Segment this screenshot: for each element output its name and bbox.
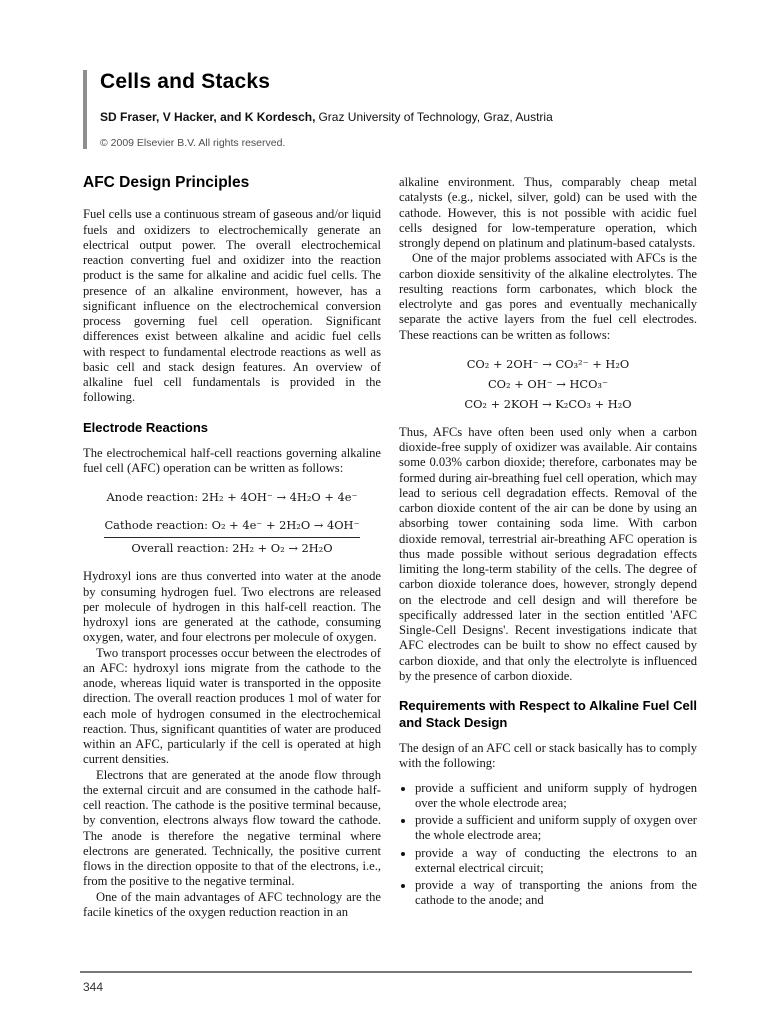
- section-heading-afc-design-principles: AFC Design Principles: [83, 174, 250, 191]
- list-item: • provide a sufficient and uniform supply of oxygen over the whole electrode area;: [415, 813, 697, 844]
- left-column: [83, 175, 381, 920]
- authors: SD Fraser, V Hacker, and K Kordesch,: [100, 110, 316, 124]
- list-item: • provide a way of conducting the electrons to an external electrical circuit;: [415, 846, 697, 877]
- authors-line: [100, 110, 697, 124]
- paragraph: Thus, AFCs have often been used only when a carbon dioxide-free supply of oxidizer was available. Air contains some 0.03% carbon dioxide; therefore, carbonates may be formed during air-breathing fuel cell operation, which may lead to serious cell degradation effects. Removal of the carbon dioxide content of the air can be done by using an absorbing tower containing soda lime. With carbon dioxide removal, terrestrial air-breathing AFC operation is thus made possible without serious degradation effects limiting the long-term stability of the cells. The degree of carbon dioxide tolerance does, however, strongly depend on the electrode and cell design and will therefore be specifically addressed later in the section entitled 'AFC Single-Cell Designs'. Recent investigations indicate that AFC electrodes can be built to show no effect caused by carbon dioxide, and that only the electrolyte is influenced by the presence of carbon dioxide.: [399, 424, 697, 683]
- requirements-bullet-list: [399, 781, 697, 909]
- list-item: • provide a sufficient and uniform supply of hydrogen over the whole electrode area;: [415, 781, 697, 812]
- copyright-notice: © 2009 Elsevier B.V. All rights reserved.: [100, 137, 286, 149]
- title-block: [83, 70, 697, 149]
- subsection-heading-electrode-reactions: Electrode Reactions: [83, 419, 208, 435]
- carbonate-reaction-equations: [399, 357, 697, 412]
- paragraph: The design of an AFC cell or stack basically has to comply with the following:: [399, 741, 697, 771]
- page-number: 344: [83, 980, 104, 994]
- cathode-reaction-equation: Cathode reaction: O₂ + 4e⁻ + 2H₂O → 4OH⁻: [104, 518, 359, 538]
- anode-reaction-equation: Anode reaction: 2H₂ + 4OH⁻ → 4H₂O + 4e⁻: [106, 490, 358, 504]
- paragraph: Two transport processes occur between the electrodes of an AFC: hydroxyl ions migrate from the cathode to the anode, whereas liquid water is transported in the opposite direction. The overall reaction produces 1 mol of water for each mole of hydrogen consumed in the electrochemical reaction. Thus, significant quantities of water are produced within an AFC, particularly if the cell is operated at high current densities.: [83, 645, 381, 767]
- carbonate-equation-1: CO₂ + 2OH⁻ → CO₃²⁻ + H₂O: [466, 356, 630, 371]
- right-column: [399, 175, 697, 920]
- overall-reaction-equation: Overall reaction: 2H₂ + O₂ → 2H₂O: [131, 541, 333, 555]
- reaction-sum-block: [104, 518, 359, 556]
- carbonate-equation-3: CO₂ + 2KOH → K₂CO₃ + H₂O: [464, 396, 632, 411]
- footer-rule: [80, 971, 692, 973]
- carbonate-equation-2: CO₂ + OH⁻ → HCO₃⁻: [487, 376, 609, 391]
- paragraph: One of the major problems associated with AFCs is the carbon dioxide sensitivity of the alkaline electrolytes. The resulting reactions form carbonates, which block the electrolyte and gas pores and eventually mechanically separate the active layers from the fuel cell electrodes. These reactions can be written as follows:: [399, 251, 697, 342]
- affiliation: Graz University of Technology, Graz, Austria: [318, 110, 553, 124]
- paragraph: The electrochemical half-cell reactions governing alkaline fuel cell (AFC) operation can be written as follows:: [83, 445, 381, 475]
- page-title: Cells and Stacks: [100, 70, 271, 93]
- paragraph: Electrons that are generated at the anode flow through the external circuit and are consumed in the cathode half-cell reaction. The cathode is the positive terminal because, by convention, electrons always flow toward the cathode. The anode is therefore the negative terminal where electrons are generated. Technically, the positive current flows in the direction opposite to that of the electrons, i.e., from the positive to the negative terminal.: [83, 767, 381, 889]
- paragraph: One of the main advantages of AFC technology are the facile kinetics of the oxygen reduction reaction in an: [83, 889, 381, 919]
- two-column-body: [83, 175, 697, 920]
- subsection-heading-requirements: Requirements with Respect to Alkaline Fuel Cell and Stack Design: [399, 698, 697, 730]
- paragraph: alkaline environment. Thus, comparably cheap metal catalysts (e.g., nickel, silver, gold) can be used with the cathode. However, this is not possible with acidic fuel cells designed for low-temperature operation, which strongly depend on platinum and platinum-based catalysts.: [399, 175, 697, 250]
- paragraph: Hydroxyl ions are thus converted into water at the anode by consuming hydrogen fuel. Two electrons are released per molecule of hydrogen in this half-cell reaction. The hydroxyl ions are generated at the cathode, consuming oxygen, water, and four electrons per molecule of oxygen.: [83, 569, 381, 645]
- paragraph: Fuel cells use a continuous stream of gaseous and/or liquid fuels and oxidizers to electrochemically generate an electrical output power. The overall electrochemical reaction converting fuel and oxidizer into the reaction product is the same for alkaline and acidic fuel cells. The presence of an alkaline environment, however, has a significant influence on the electrochemical conversion process governing fuel cell operation. Significant differences exist between alkaline and acidic fuel cells with respect to fundamental electrode reactions as well as basic cell and stack design features. An overview of alkaline fuel cell fundamentals is provided in the following.: [83, 207, 381, 405]
- list-item: • provide a way of transporting the anions from the cathode to the anode; and: [415, 878, 697, 909]
- electrode-reaction-equations: [83, 490, 381, 556]
- page-content: [83, 68, 697, 920]
